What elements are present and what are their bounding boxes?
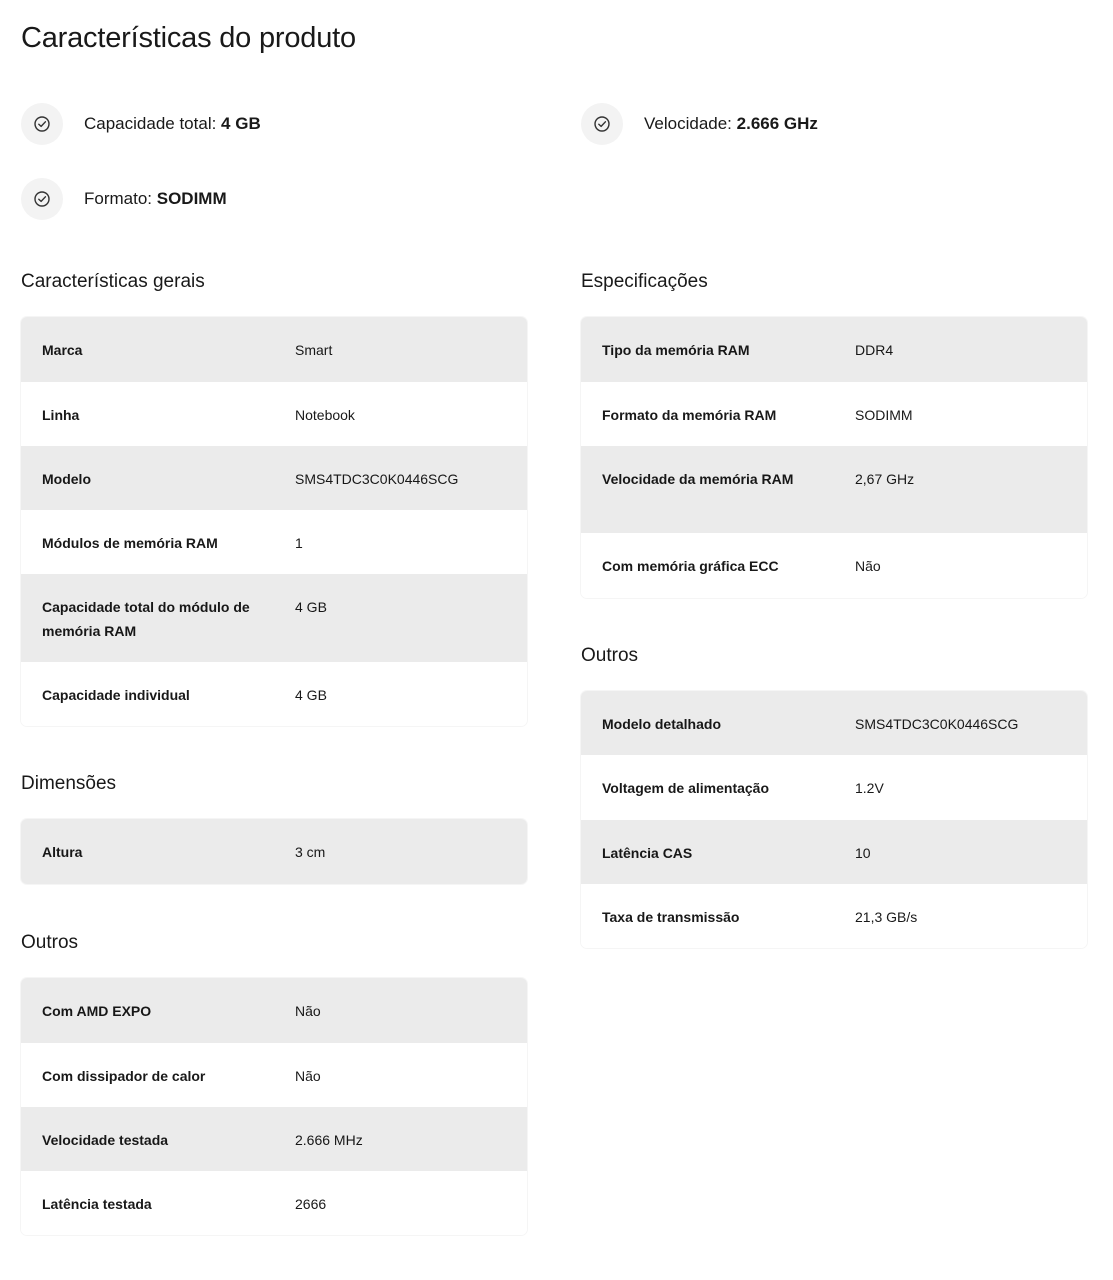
spec-value: 1.2V: [855, 780, 884, 796]
spec-key: Velocidade testada: [42, 1132, 169, 1148]
section-others-left: [21, 930, 528, 1235]
spec-value: Não: [295, 1068, 321, 1084]
spec-value: DDR4: [855, 342, 894, 358]
spec-value: 3 cm: [295, 844, 326, 860]
table-row: [581, 382, 1087, 446]
table-row: [581, 884, 1087, 948]
highlight-label: Velocidade:: [644, 114, 737, 133]
spec-key: Altura: [42, 844, 83, 860]
section-title: Outros: [581, 645, 639, 666]
spec-table: [21, 978, 527, 1235]
spec-key: Com AMD EXPO: [42, 1003, 152, 1019]
highlight-label: Capacidade total:: [84, 114, 222, 133]
table-row: [21, 317, 527, 382]
section-title: Especificações: [581, 271, 708, 292]
spec-key: Latência testada: [42, 1196, 152, 1212]
highlight-value: 2.666 GHz: [736, 114, 818, 133]
table-row: [581, 820, 1087, 884]
spec-key: Modelo: [42, 471, 91, 487]
spec-key: Módulos de memória RAM: [42, 535, 218, 551]
highlight-format: [21, 177, 227, 221]
spec-value: Não: [295, 1003, 321, 1019]
highlight-capacity: [21, 102, 261, 146]
spec-key: Capacidade total do módulo de memória RAM: [42, 599, 250, 639]
spec-key: Velocidade da memória RAM: [602, 471, 794, 487]
check-circle-icon: [21, 103, 63, 145]
spec-key: Voltagem de alimentação: [602, 780, 770, 796]
spec-value: 2666: [295, 1196, 327, 1212]
table-row: [581, 691, 1087, 755]
spec-value: SMS4TDC3C0K0446SCG: [295, 471, 459, 487]
table-row: [21, 1171, 527, 1235]
spec-key: Latência CAS: [602, 845, 693, 861]
highlight-value: SODIMM: [156, 189, 227, 208]
table-row: [21, 1043, 527, 1107]
spec-table: [21, 819, 527, 884]
table-row: [581, 755, 1087, 820]
table-row: [581, 533, 1087, 598]
spec-key: Com dissipador de calor: [42, 1068, 206, 1084]
spec-value: Não: [855, 558, 881, 574]
check-circle-icon: [21, 178, 63, 220]
spec-key: Formato da memória RAM: [602, 407, 777, 423]
table-row: [21, 574, 527, 662]
spec-key: Com memória gráfica ECC: [602, 558, 779, 574]
spec-value: 10: [855, 845, 871, 861]
table-row: [581, 446, 1087, 533]
table-row: [21, 662, 527, 726]
spec-value: 4 GB: [295, 687, 327, 703]
table-row: [21, 978, 527, 1043]
page-title: Características do produto: [21, 22, 356, 54]
spec-value: Notebook: [295, 407, 355, 423]
highlight-label: Formato:: [84, 189, 157, 208]
table-row: [21, 446, 527, 510]
table-row: [581, 317, 1087, 382]
spec-value: 4 GB: [295, 599, 327, 615]
spec-value: 2,67 GHz: [855, 471, 915, 487]
table-row: [21, 1107, 527, 1171]
spec-value: 2.666 MHz: [295, 1132, 363, 1148]
spec-value: 21,3 GB/s: [855, 909, 918, 925]
highlight-value: 4 GB: [221, 114, 261, 133]
spec-key: Linha: [42, 407, 80, 423]
section-title: Características gerais: [21, 271, 205, 292]
spec-key: Tipo da memória RAM: [602, 342, 750, 358]
section-specifications: [581, 269, 1088, 598]
table-row: [21, 510, 527, 574]
spec-key: Modelo detalhado: [602, 716, 721, 732]
spec-table: [581, 691, 1087, 948]
section-dimensions: [21, 771, 528, 884]
spec-value: SODIMM: [855, 407, 913, 423]
section-title: Dimensões: [21, 773, 117, 794]
section-title: Outros: [21, 932, 79, 953]
section-others-right: [581, 643, 1088, 948]
spec-key: Marca: [42, 342, 83, 358]
spec-value: SMS4TDC3C0K0446SCG: [855, 716, 1019, 732]
spec-value: 1: [295, 535, 303, 551]
table-row: [21, 382, 527, 446]
spec-value: Smart: [295, 342, 333, 358]
highlight-speed: [581, 102, 818, 146]
section-general: [21, 269, 528, 726]
table-row: [21, 819, 527, 884]
spec-key: Taxa de transmissão: [602, 909, 740, 925]
spec-key: Capacidade individual: [42, 687, 190, 703]
check-circle-icon: [581, 103, 623, 145]
spec-table: [581, 317, 1087, 598]
spec-table: [21, 317, 527, 726]
